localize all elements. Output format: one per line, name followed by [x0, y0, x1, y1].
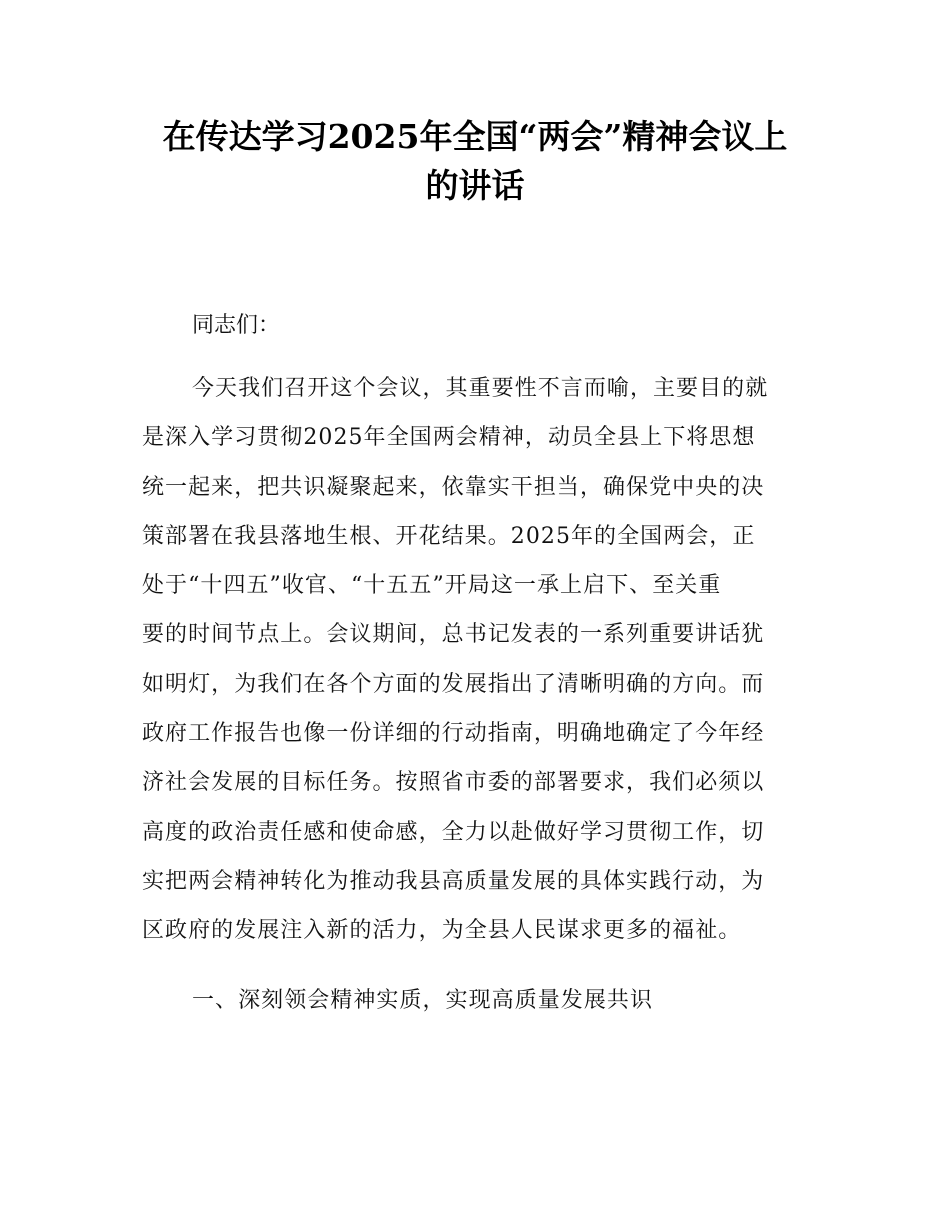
paragraph-line: 如明灯，为我们在各个方面的发展指出了清晰明确的方向。而	[142, 671, 765, 697]
paragraph-line: 政府工作报告也像一份详细的行动指南，明确地确定了今年经	[142, 721, 765, 747]
title-line-2: 的讲话	[425, 166, 525, 205]
paragraph-line: 今天我们召开这个会议，其重要性不言而喻，主要目的就	[192, 376, 769, 401]
paragraph-line: 济社会发展的目标任务。按照省市委的部署要求，我们必须以	[142, 770, 765, 796]
salutation: 同志们：	[192, 313, 281, 338]
section-heading-1: 一、深刻领会精神实质，实现高质量发展共识	[192, 988, 654, 1013]
title-line-1: 在传达学习2025年全国“两会”精神会议上	[162, 117, 788, 156]
paragraph-line: 要的时间节点上。会议期间，总书记发表的一系列重要讲话犹	[142, 622, 765, 648]
document-title	[120, 112, 830, 210]
paragraph-line: 实把两会精神转化为推动我县高质量发展的具体实践行动，为	[142, 868, 765, 894]
paragraph-line: 区政府的发展注入新的活力，为全县人民谋求更多的福祉。	[142, 918, 742, 944]
paragraph-line: 是深入学习贯彻2025年全国两会精神，动员全县上下将思想	[142, 425, 756, 451]
paragraph-line: 高度的政治责任感和使命感，全力以赴做好学习贯彻工作，切	[142, 819, 765, 845]
paragraph-line: 策部署在我县落地生根、开花结果。2025年的全国两会，正	[142, 523, 756, 549]
paragraph-line: 统一起来，把共识凝聚起来，依靠实干担当，确保党中央的决	[142, 474, 765, 500]
paragraph-line: 处于“十四五”收官、“十五五”开局这一承上启下、至关重	[142, 573, 722, 599]
intro-paragraph	[142, 374, 814, 966]
